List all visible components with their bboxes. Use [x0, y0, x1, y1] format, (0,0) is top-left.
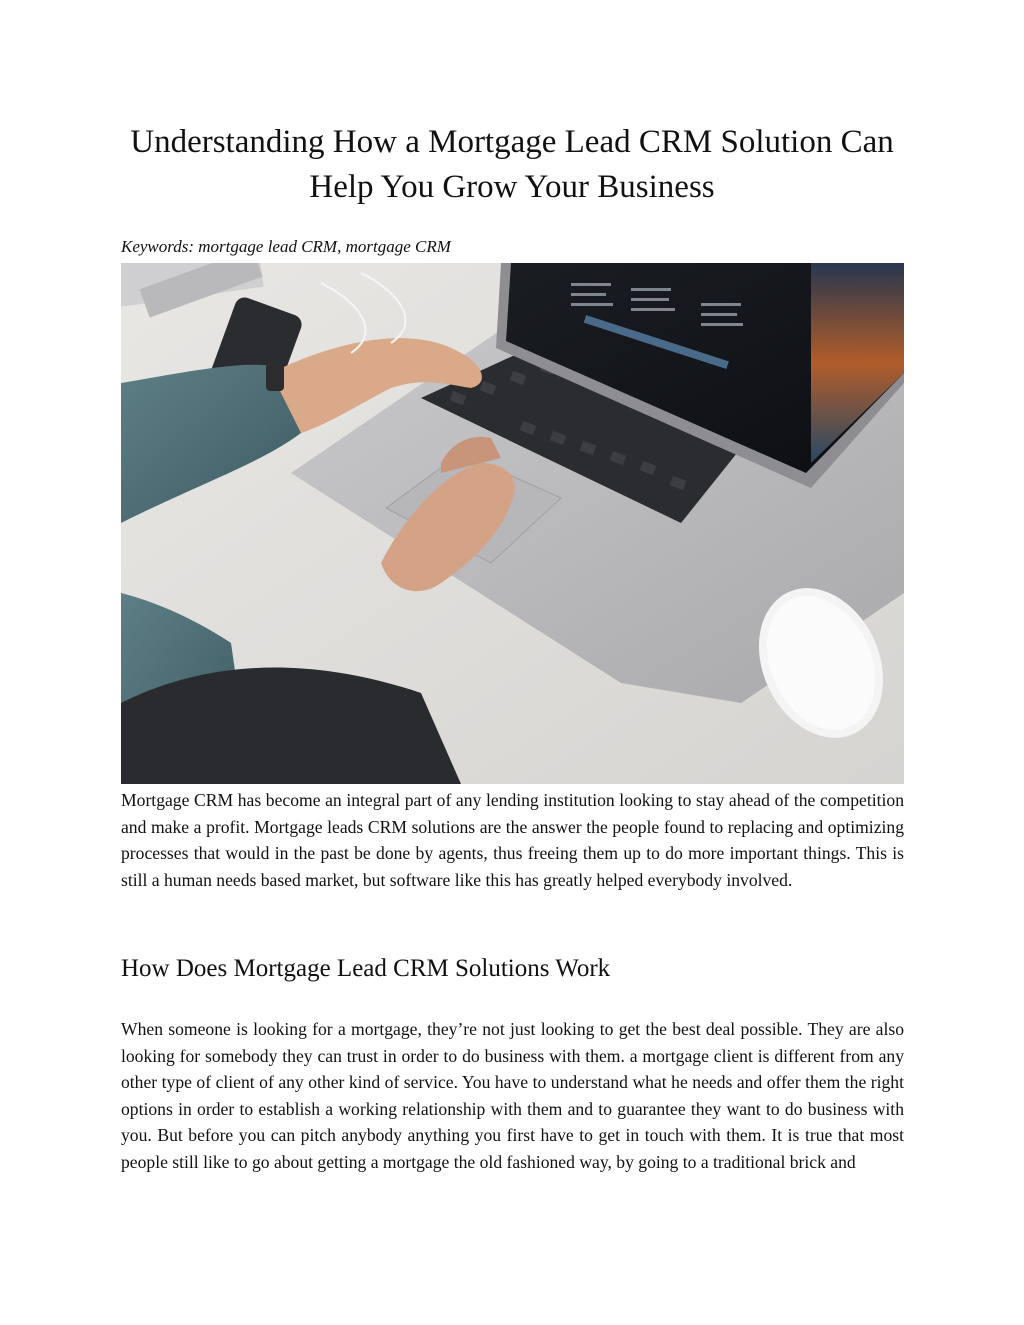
intro-paragraph: Mortgage CRM has become an integral part of any lending institution looking to stay ahead of the competition and make a profit. Mortgage leads CRM solutions are the answer the people found to replacing and optimizing processes that would in the past be done by agents, thus freeing them up to do more important things. This is still a human needs based market, but software like this has greatly helped everybody involved.	[121, 790, 904, 890]
keywords-line: Keywords: mortgage lead CRM, mortgage CRM	[121, 237, 451, 256]
section-heading: How Does Mortgage Lead CRM Solutions Work	[121, 955, 611, 982]
document-title: Understanding How a Mortgage Lead CRM Solution Can Help You Grow Your Business	[130, 124, 894, 205]
section-paragraph: When someone is looking for a mortgage, they’re not just looking to get the best deal possible. They are also looking for somebody they can trust in order to do business with them. a mortgage client is different from any other type of client of any other kind of service. You have to understand what he needs and offer them the right options in order to establish a working relationship with them and to guarantee they want to do business with you. But before you can pitch anybody anything you first have to get in touch with them. It is true that most people still like to go about getting a mortgage the old fashioned way, by going to a traditional brick and	[121, 1019, 904, 1172]
laptop-typing-photo	[121, 263, 904, 784]
